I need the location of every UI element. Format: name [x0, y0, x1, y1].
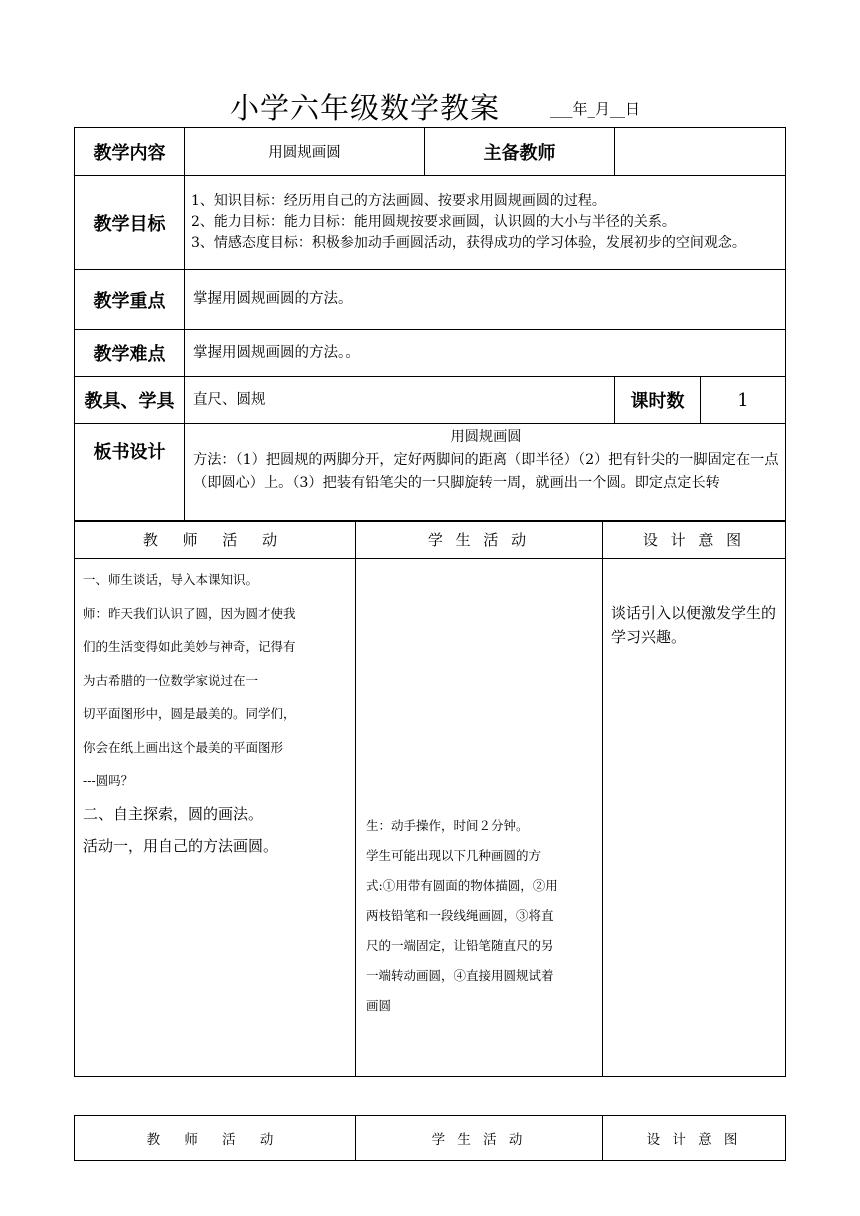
header-design-intent-2: 设 计 意 图 — [603, 1116, 786, 1161]
key-value: 掌握用圆规画圆的方法。 — [185, 270, 786, 330]
teacher-activity-cell — [75, 559, 356, 1077]
header-student-activity-2: 学 生 活 动 — [356, 1116, 603, 1161]
content-label: 教学内容 — [75, 128, 185, 176]
activity-one: 活动一，用自己的方法画圆。 — [83, 836, 279, 855]
page-title: 小学六年级数学教案 — [230, 91, 501, 125]
teacher-label: 主备教师 — [425, 128, 615, 176]
teacher-line: 们的生活变得如此美妙与神奇，记得有 — [83, 639, 296, 654]
teacher-line: ---圆吗？ — [83, 773, 134, 788]
content-value: 用圆规画圆 — [185, 128, 425, 176]
student-activity-cell — [356, 559, 603, 1077]
goal-item: 1、知识目标：经历用自己的方法画圆、按要求用圆规画圆的过程。 — [191, 193, 606, 209]
hours-label: 课时数 — [615, 377, 701, 424]
teacher-line: 师：昨天我们认识了圆，因为圆才使我 — [83, 605, 296, 621]
tools-value: 直尺、圆规 — [185, 377, 615, 424]
hours-value: 1 — [701, 377, 786, 424]
goal-item: 3、情感态度目标：积极参加动手画圆活动，获得成功的学习体验，发展初步的空间观念。 — [191, 235, 746, 251]
student-line: 画圆 — [366, 998, 392, 1013]
board-title: 用圆规画圆 — [450, 429, 522, 445]
difficulty-label: 教学难点 — [75, 330, 185, 377]
student-line: 生：动手操作，时间２分钟。 — [366, 818, 529, 833]
teacher-line: 一、师生谈话，导入本课知识。 — [83, 572, 259, 587]
key-label: 教学重点 — [75, 270, 185, 330]
student-line: 一端转动画圆，④直接用圆规试着 — [366, 968, 554, 983]
tools-label: 教具、学具 — [75, 377, 185, 424]
goals-cell — [185, 176, 786, 270]
student-line: 尺的一端固定，让铅笔随直尺的另 — [366, 938, 554, 953]
section-2-title: 二、自主探索，圆的画法。 — [83, 804, 264, 823]
board-cell — [185, 424, 786, 522]
goals-label: 教学目标 — [75, 176, 185, 270]
student-line: 两枝铅笔和一段线绳画圆，③将直 — [366, 908, 554, 923]
header-teacher-activity: 教 师 活 动 — [75, 521, 356, 559]
teacher-line: 切平面图形中，圆是最美的。同学们， — [83, 706, 296, 721]
teacher-line: 为古希腊的一位数学家说过在一 — [83, 672, 259, 688]
header-teacher-activity-2: 教 师 活 动 — [75, 1116, 356, 1161]
header-student-activity: 学 生 活 动 — [356, 521, 603, 559]
goal-item: 2、能力目标：能力目标：能用圆规按要求画圆，认识圆的大小与半径的关系。 — [191, 214, 676, 230]
activity-table — [74, 520, 786, 1077]
activity-table-2 — [74, 1115, 786, 1161]
header-design-intent: 设 计 意 图 — [603, 521, 786, 559]
board-text: 方法：（1）把圆规的两脚分开，定好两脚间的距离（即半径）（2）把有针尖的一脚固定在一点（即圆心）上。（3）把装有铅笔尖的一只脚旋转一周，就画出一个圆。即定点定长转 — [193, 452, 779, 491]
teacher-line: 你会在纸上画出这个最美的平面图形 — [83, 739, 284, 755]
student-line: 学生可能出现以下几种画圆的方 — [366, 848, 542, 863]
header — [0, 82, 860, 126]
board-label: 板书设计 — [75, 424, 185, 522]
date-blank: ___年_月__日 — [550, 100, 641, 118]
difficulty-value: 掌握用圆规画圆的方法。。 — [185, 330, 786, 377]
student-line: 式:①用带有圆面的物体描圆，②用 — [366, 878, 558, 893]
lesson-info-table — [74, 127, 786, 522]
teacher-value — [615, 128, 786, 176]
design-intent-cell: 谈话引入以便激发学生的学习兴趣。 — [603, 559, 786, 1077]
